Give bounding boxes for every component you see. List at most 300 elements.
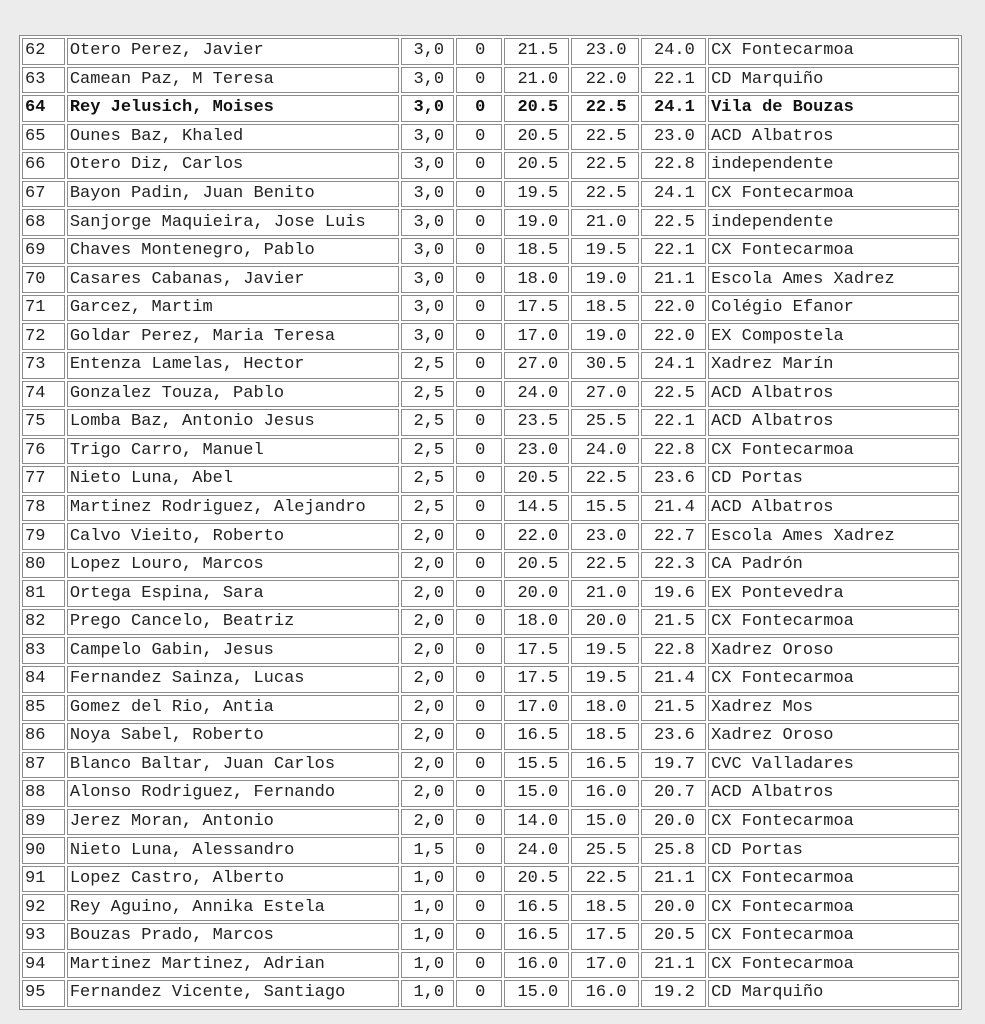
points-cell: 3,0 — [401, 209, 454, 236]
zero-column-cell: 0 — [456, 837, 502, 864]
zero-column-cell: 0 — [456, 295, 502, 322]
club-cell: ACD Albatros — [708, 780, 959, 807]
tiebreak-3-cell: 20.0 — [641, 809, 706, 836]
player-name-cell: Goldar Perez, Maria Teresa — [67, 323, 399, 350]
points-cell: 3,0 — [401, 238, 454, 265]
tiebreak-1-cell: 15.5 — [504, 752, 569, 779]
points-cell: 1,0 — [401, 952, 454, 979]
points-cell: 2,0 — [401, 723, 454, 750]
tiebreak-1-cell: 18.5 — [504, 238, 569, 265]
table-row — [22, 523, 959, 550]
zero-column-cell: 0 — [456, 67, 502, 94]
player-name-cell: Nieto Luna, Alessandro — [67, 837, 399, 864]
rank-cell: 84 — [22, 666, 65, 693]
points-cell: 2,5 — [401, 352, 454, 379]
tiebreak-1-cell: 17.0 — [504, 695, 569, 722]
tiebreak-2-cell: 22.5 — [571, 152, 638, 179]
player-name-cell: Martinez Rodriguez, Alejandro — [67, 495, 399, 522]
tiebreak-1-cell: 14.5 — [504, 495, 569, 522]
club-cell: Escola Ames Xadrez — [708, 266, 959, 293]
club-cell: ACD Albatros — [708, 381, 959, 408]
points-cell: 2,0 — [401, 637, 454, 664]
zero-column-cell: 0 — [456, 894, 502, 921]
table-row — [22, 609, 959, 636]
tiebreak-3-cell: 19.6 — [641, 580, 706, 607]
tiebreak-1-cell: 20.5 — [504, 152, 569, 179]
table-row — [22, 923, 959, 950]
zero-column-cell: 0 — [456, 95, 502, 122]
player-name-cell: Entenza Lamelas, Hector — [67, 352, 399, 379]
zero-column-cell: 0 — [456, 952, 502, 979]
tiebreak-1-cell: 18.0 — [504, 609, 569, 636]
table-row — [22, 866, 959, 893]
table-row — [22, 552, 959, 579]
rank-cell: 71 — [22, 295, 65, 322]
points-cell: 2,0 — [401, 552, 454, 579]
tiebreak-2-cell: 16.0 — [571, 780, 638, 807]
club-cell: CX Fontecarmoa — [708, 894, 959, 921]
player-name-cell: Prego Cancelo, Beatriz — [67, 609, 399, 636]
zero-column-cell: 0 — [456, 209, 502, 236]
table-row — [22, 67, 959, 94]
club-cell: independente — [708, 152, 959, 179]
zero-column-cell: 0 — [456, 266, 502, 293]
player-name-cell: Lopez Louro, Marcos — [67, 552, 399, 579]
tiebreak-1-cell: 24.0 — [504, 381, 569, 408]
zero-column-cell: 0 — [456, 495, 502, 522]
tiebreak-1-cell: 27.0 — [504, 352, 569, 379]
tiebreak-3-cell: 22.0 — [641, 323, 706, 350]
rank-cell: 88 — [22, 780, 65, 807]
zero-column-cell: 0 — [456, 38, 502, 65]
player-name-cell: Gonzalez Touza, Pablo — [67, 381, 399, 408]
tiebreak-3-cell: 22.8 — [641, 438, 706, 465]
rank-cell: 78 — [22, 495, 65, 522]
club-cell: CX Fontecarmoa — [708, 866, 959, 893]
club-cell: CX Fontecarmoa — [708, 952, 959, 979]
table-row — [22, 780, 959, 807]
rank-cell: 81 — [22, 580, 65, 607]
zero-column-cell: 0 — [456, 438, 502, 465]
zero-column-cell: 0 — [456, 780, 502, 807]
player-name-cell: Blanco Baltar, Juan Carlos — [67, 752, 399, 779]
tiebreak-3-cell: 19.7 — [641, 752, 706, 779]
tiebreak-3-cell: 23.6 — [641, 466, 706, 493]
rank-cell: 86 — [22, 723, 65, 750]
table-row — [22, 894, 959, 921]
club-cell: EX Pontevedra — [708, 580, 959, 607]
table-row — [22, 323, 959, 350]
zero-column-cell: 0 — [456, 124, 502, 151]
tiebreak-2-cell: 21.0 — [571, 580, 638, 607]
table-row — [22, 580, 959, 607]
tiebreak-2-cell: 18.5 — [571, 295, 638, 322]
tiebreak-1-cell: 19.0 — [504, 209, 569, 236]
zero-column-cell: 0 — [456, 552, 502, 579]
tiebreak-3-cell: 21.4 — [641, 495, 706, 522]
club-cell: EX Compostela — [708, 323, 959, 350]
rank-cell: 70 — [22, 266, 65, 293]
zero-column-cell: 0 — [456, 181, 502, 208]
tiebreak-2-cell: 22.0 — [571, 67, 638, 94]
player-name-cell: Bayon Padin, Juan Benito — [67, 181, 399, 208]
points-cell: 2,0 — [401, 523, 454, 550]
club-cell: Vila de Bouzas — [708, 95, 959, 122]
table-row — [22, 723, 959, 750]
club-cell: ACD Albatros — [708, 124, 959, 151]
rank-cell: 83 — [22, 637, 65, 664]
tiebreak-1-cell: 17.5 — [504, 295, 569, 322]
tiebreak-3-cell: 23.6 — [641, 723, 706, 750]
tiebreak-3-cell: 22.5 — [641, 381, 706, 408]
club-cell: CA Padrón — [708, 552, 959, 579]
rank-cell: 63 — [22, 67, 65, 94]
tiebreak-2-cell: 22.5 — [571, 95, 638, 122]
table-row — [22, 295, 959, 322]
rank-cell: 89 — [22, 809, 65, 836]
club-cell: CD Marquiño — [708, 980, 959, 1007]
player-name-cell: Bouzas Prado, Marcos — [67, 923, 399, 950]
tiebreak-2-cell: 22.5 — [571, 552, 638, 579]
tiebreak-2-cell: 27.0 — [571, 381, 638, 408]
table-row — [22, 381, 959, 408]
points-cell: 2,0 — [401, 809, 454, 836]
tiebreak-2-cell: 19.0 — [571, 266, 638, 293]
club-cell: CX Fontecarmoa — [708, 38, 959, 65]
player-name-cell: Ounes Baz, Khaled — [67, 124, 399, 151]
points-cell: 2,5 — [401, 495, 454, 522]
rank-cell: 79 — [22, 523, 65, 550]
player-name-cell: Jerez Moran, Antonio — [67, 809, 399, 836]
tiebreak-1-cell: 15.0 — [504, 980, 569, 1007]
rank-cell: 85 — [22, 695, 65, 722]
zero-column-cell: 0 — [456, 637, 502, 664]
zero-column-cell: 0 — [456, 323, 502, 350]
tiebreak-1-cell: 19.5 — [504, 181, 569, 208]
tiebreak-1-cell: 24.0 — [504, 837, 569, 864]
club-cell: CD Marquiño — [708, 67, 959, 94]
rank-cell: 93 — [22, 923, 65, 950]
points-cell: 2,0 — [401, 695, 454, 722]
tiebreak-3-cell: 21.1 — [641, 266, 706, 293]
tiebreak-3-cell: 21.1 — [641, 952, 706, 979]
points-cell: 3,0 — [401, 266, 454, 293]
rank-cell: 62 — [22, 38, 65, 65]
points-cell: 2,5 — [401, 381, 454, 408]
player-name-cell: Lomba Baz, Antonio Jesus — [67, 409, 399, 436]
tiebreak-2-cell: 16.0 — [571, 980, 638, 1007]
table-row — [22, 438, 959, 465]
points-cell: 2,5 — [401, 409, 454, 436]
tiebreak-2-cell: 20.0 — [571, 609, 638, 636]
rank-cell: 73 — [22, 352, 65, 379]
points-cell: 3,0 — [401, 323, 454, 350]
table-row — [22, 38, 959, 65]
tiebreak-1-cell: 17.0 — [504, 323, 569, 350]
tiebreak-3-cell: 24.1 — [641, 181, 706, 208]
tiebreak-3-cell: 21.1 — [641, 866, 706, 893]
tiebreak-3-cell: 22.8 — [641, 152, 706, 179]
rank-cell: 94 — [22, 952, 65, 979]
club-cell: Escola Ames Xadrez — [708, 523, 959, 550]
points-cell: 2,0 — [401, 580, 454, 607]
tiebreak-1-cell: 20.5 — [504, 95, 569, 122]
zero-column-cell: 0 — [456, 238, 502, 265]
tiebreak-3-cell: 24.0 — [641, 38, 706, 65]
points-cell: 3,0 — [401, 295, 454, 322]
zero-column-cell: 0 — [456, 980, 502, 1007]
tiebreak-1-cell: 20.0 — [504, 580, 569, 607]
zero-column-cell: 0 — [456, 666, 502, 693]
tiebreak-2-cell: 23.0 — [571, 523, 638, 550]
points-cell: 3,0 — [401, 124, 454, 151]
tiebreak-1-cell: 17.5 — [504, 666, 569, 693]
club-cell: CX Fontecarmoa — [708, 181, 959, 208]
table-row — [22, 181, 959, 208]
table-row — [22, 409, 959, 436]
tiebreak-2-cell: 22.5 — [571, 866, 638, 893]
player-name-cell: Camean Paz, M Teresa — [67, 67, 399, 94]
tiebreak-2-cell: 18.0 — [571, 695, 638, 722]
points-cell: 3,0 — [401, 95, 454, 122]
points-cell: 1,0 — [401, 894, 454, 921]
zero-column-cell: 0 — [456, 609, 502, 636]
club-cell: CX Fontecarmoa — [708, 438, 959, 465]
rank-cell: 95 — [22, 980, 65, 1007]
table-row — [22, 209, 959, 236]
tiebreak-1-cell: 21.5 — [504, 38, 569, 65]
tiebreak-1-cell: 20.5 — [504, 552, 569, 579]
rank-cell: 92 — [22, 894, 65, 921]
table-row — [22, 666, 959, 693]
standings-table — [19, 35, 962, 1010]
rank-cell: 75 — [22, 409, 65, 436]
player-name-cell: Lopez Castro, Alberto — [67, 866, 399, 893]
table-row — [22, 266, 959, 293]
zero-column-cell: 0 — [456, 866, 502, 893]
player-name-cell: Nieto Luna, Abel — [67, 466, 399, 493]
player-name-cell: Fernandez Sainza, Lucas — [67, 666, 399, 693]
points-cell: 1,0 — [401, 923, 454, 950]
tiebreak-3-cell: 20.0 — [641, 894, 706, 921]
zero-column-cell: 0 — [456, 381, 502, 408]
zero-column-cell: 0 — [456, 809, 502, 836]
tiebreak-2-cell: 30.5 — [571, 352, 638, 379]
club-cell: CX Fontecarmoa — [708, 809, 959, 836]
points-cell: 3,0 — [401, 38, 454, 65]
zero-column-cell: 0 — [456, 523, 502, 550]
tiebreak-1-cell: 15.0 — [504, 780, 569, 807]
tiebreak-2-cell: 18.5 — [571, 894, 638, 921]
rank-cell: 72 — [22, 323, 65, 350]
table-row-highlighted — [22, 95, 959, 122]
rank-cell: 66 — [22, 152, 65, 179]
rank-cell: 74 — [22, 381, 65, 408]
player-name-cell: Trigo Carro, Manuel — [67, 438, 399, 465]
standings-panel — [19, 35, 962, 1009]
tiebreak-3-cell: 21.5 — [641, 609, 706, 636]
tiebreak-3-cell: 22.3 — [641, 552, 706, 579]
points-cell: 3,0 — [401, 67, 454, 94]
player-name-cell: Rey Jelusich, Moises — [67, 95, 399, 122]
points-cell: 3,0 — [401, 152, 454, 179]
player-name-cell: Chaves Montenegro, Pablo — [67, 238, 399, 265]
table-row — [22, 238, 959, 265]
tiebreak-3-cell: 25.8 — [641, 837, 706, 864]
player-name-cell: Fernandez Vicente, Santiago — [67, 980, 399, 1007]
player-name-cell: Ortega Espina, Sara — [67, 580, 399, 607]
zero-column-cell: 0 — [456, 466, 502, 493]
tiebreak-2-cell: 19.5 — [571, 238, 638, 265]
club-cell: CX Fontecarmoa — [708, 238, 959, 265]
table-row — [22, 837, 959, 864]
club-cell: CVC Valladares — [708, 752, 959, 779]
rank-cell: 90 — [22, 837, 65, 864]
tiebreak-3-cell: 20.5 — [641, 923, 706, 950]
zero-column-cell: 0 — [456, 752, 502, 779]
club-cell: independente — [708, 209, 959, 236]
tiebreak-3-cell: 21.4 — [641, 666, 706, 693]
tiebreak-2-cell: 17.5 — [571, 923, 638, 950]
points-cell: 2,5 — [401, 438, 454, 465]
player-name-cell: Rey Aguino, Annika Estela — [67, 894, 399, 921]
club-cell: Xadrez Marín — [708, 352, 959, 379]
tiebreak-3-cell: 23.0 — [641, 124, 706, 151]
table-row — [22, 495, 959, 522]
tiebreak-1-cell: 22.0 — [504, 523, 569, 550]
tiebreak-3-cell: 22.1 — [641, 67, 706, 94]
tiebreak-3-cell: 22.7 — [641, 523, 706, 550]
tiebreak-3-cell: 21.5 — [641, 695, 706, 722]
rank-cell: 69 — [22, 238, 65, 265]
tiebreak-1-cell: 16.5 — [504, 894, 569, 921]
points-cell: 2,5 — [401, 466, 454, 493]
tiebreak-1-cell: 16.5 — [504, 923, 569, 950]
zero-column-cell: 0 — [456, 723, 502, 750]
club-cell: Xadrez Oroso — [708, 637, 959, 664]
tiebreak-2-cell: 18.5 — [571, 723, 638, 750]
rank-cell: 67 — [22, 181, 65, 208]
points-cell: 1,5 — [401, 837, 454, 864]
club-cell: CX Fontecarmoa — [708, 923, 959, 950]
player-name-cell: Gomez del Rio, Antia — [67, 695, 399, 722]
tiebreak-3-cell: 22.5 — [641, 209, 706, 236]
tiebreak-1-cell: 20.5 — [504, 866, 569, 893]
points-cell: 2,0 — [401, 666, 454, 693]
tiebreak-3-cell: 19.2 — [641, 980, 706, 1007]
player-name-cell: Noya Sabel, Roberto — [67, 723, 399, 750]
points-cell: 3,0 — [401, 181, 454, 208]
standings-body — [22, 38, 959, 1007]
rank-cell: 65 — [22, 124, 65, 151]
club-cell: CD Portas — [708, 837, 959, 864]
table-row — [22, 466, 959, 493]
tiebreak-2-cell: 25.5 — [571, 837, 638, 864]
tiebreak-3-cell: 24.1 — [641, 352, 706, 379]
rank-cell: 91 — [22, 866, 65, 893]
tiebreak-2-cell: 16.5 — [571, 752, 638, 779]
tiebreak-1-cell: 18.0 — [504, 266, 569, 293]
table-row — [22, 952, 959, 979]
club-cell: ACD Albatros — [708, 409, 959, 436]
tiebreak-3-cell: 20.7 — [641, 780, 706, 807]
tiebreak-2-cell: 24.0 — [571, 438, 638, 465]
table-row — [22, 752, 959, 779]
tiebreak-1-cell: 20.5 — [504, 466, 569, 493]
tiebreak-1-cell: 23.0 — [504, 438, 569, 465]
points-cell: 1,0 — [401, 866, 454, 893]
player-name-cell: Sanjorge Maquieira, Jose Luis — [67, 209, 399, 236]
player-name-cell: Casares Cabanas, Javier — [67, 266, 399, 293]
tiebreak-2-cell: 15.0 — [571, 809, 638, 836]
player-name-cell: Otero Diz, Carlos — [67, 152, 399, 179]
table-row — [22, 809, 959, 836]
tiebreak-2-cell: 19.5 — [571, 666, 638, 693]
tiebreak-1-cell: 14.0 — [504, 809, 569, 836]
player-name-cell: Calvo Vieito, Roberto — [67, 523, 399, 550]
tiebreak-3-cell: 22.1 — [641, 409, 706, 436]
zero-column-cell: 0 — [456, 695, 502, 722]
rank-cell: 87 — [22, 752, 65, 779]
rank-cell: 82 — [22, 609, 65, 636]
tiebreak-2-cell: 22.5 — [571, 466, 638, 493]
tiebreak-3-cell: 22.8 — [641, 637, 706, 664]
player-name-cell: Campelo Gabin, Jesus — [67, 637, 399, 664]
table-row — [22, 124, 959, 151]
table-row — [22, 637, 959, 664]
club-cell: CD Portas — [708, 466, 959, 493]
tiebreak-1-cell: 21.0 — [504, 67, 569, 94]
club-cell: ACD Albatros — [708, 495, 959, 522]
points-cell: 2,0 — [401, 780, 454, 807]
table-row — [22, 152, 959, 179]
tiebreak-1-cell: 23.5 — [504, 409, 569, 436]
tiebreak-1-cell: 20.5 — [504, 124, 569, 151]
table-row — [22, 695, 959, 722]
rank-cell: 76 — [22, 438, 65, 465]
tiebreak-2-cell: 25.5 — [571, 409, 638, 436]
tiebreak-2-cell: 15.5 — [571, 495, 638, 522]
club-cell: CX Fontecarmoa — [708, 609, 959, 636]
zero-column-cell: 0 — [456, 152, 502, 179]
points-cell: 2,0 — [401, 609, 454, 636]
tiebreak-2-cell: 21.0 — [571, 209, 638, 236]
tiebreak-1-cell: 16.5 — [504, 723, 569, 750]
player-name-cell: Alonso Rodriguez, Fernando — [67, 780, 399, 807]
tiebreak-1-cell: 17.5 — [504, 637, 569, 664]
zero-column-cell: 0 — [456, 352, 502, 379]
tiebreak-2-cell: 19.0 — [571, 323, 638, 350]
player-name-cell: Otero Perez, Javier — [67, 38, 399, 65]
rank-cell: 64 — [22, 95, 65, 122]
zero-column-cell: 0 — [456, 580, 502, 607]
tiebreak-2-cell: 19.5 — [571, 637, 638, 664]
player-name-cell: Martinez Martinez, Adrian — [67, 952, 399, 979]
tiebreak-3-cell: 22.0 — [641, 295, 706, 322]
tiebreak-2-cell: 22.5 — [571, 181, 638, 208]
tiebreak-2-cell: 17.0 — [571, 952, 638, 979]
points-cell: 1,0 — [401, 980, 454, 1007]
club-cell: Colégio Efanor — [708, 295, 959, 322]
table-row — [22, 980, 959, 1007]
tiebreak-2-cell: 22.5 — [571, 124, 638, 151]
zero-column-cell: 0 — [456, 923, 502, 950]
rank-cell: 80 — [22, 552, 65, 579]
points-cell: 2,0 — [401, 752, 454, 779]
club-cell: CX Fontecarmoa — [708, 666, 959, 693]
player-name-cell: Garcez, Martim — [67, 295, 399, 322]
tiebreak-3-cell: 24.1 — [641, 95, 706, 122]
